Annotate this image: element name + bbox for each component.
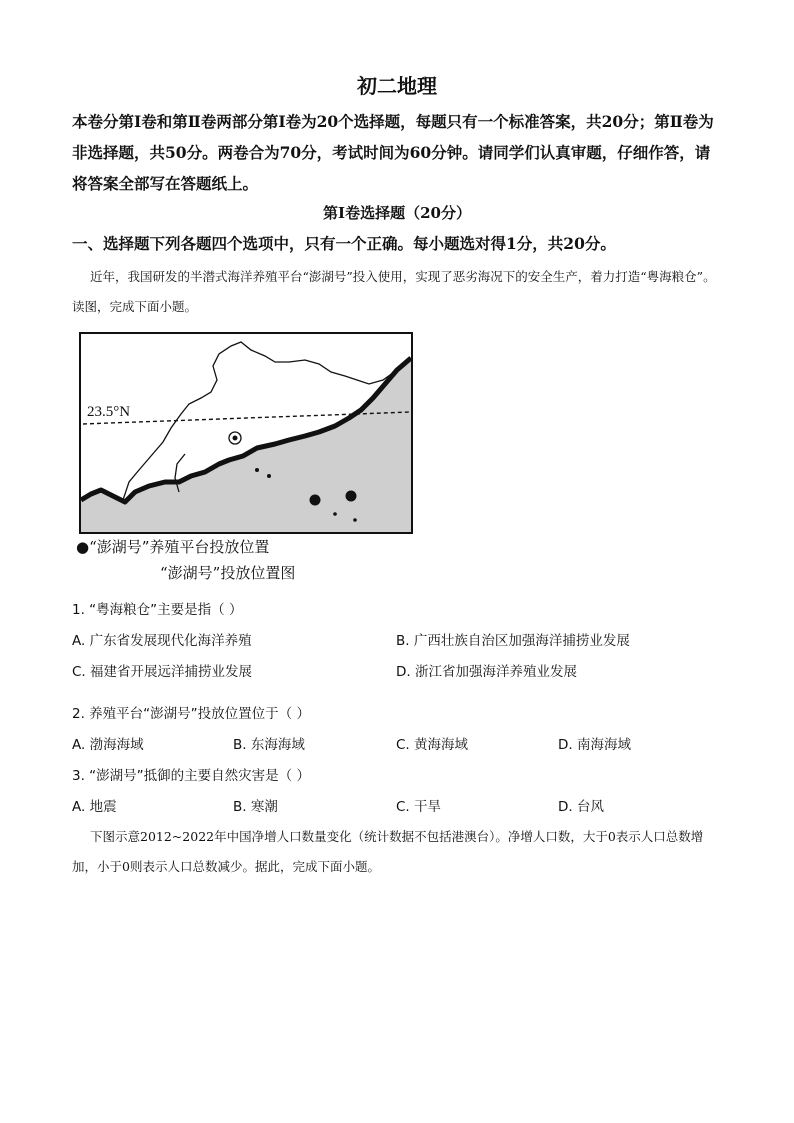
section-title: 第Ⅰ卷选择题（20分） (323, 204, 471, 222)
map-legend: ●“澎湖号”养殖平台投放位置 (76, 538, 270, 556)
platform-location-icon (310, 495, 321, 506)
small-dot (353, 518, 357, 522)
question-3-stem: 3. “澎湖号”抵御的主要自然灾害是（ ） (72, 768, 310, 784)
question-2-option-b[interactable]: B. 东海海域 (233, 737, 305, 753)
part-title: 一、选择题下列各题四个选项中，只有一个正确。每小题选对得1分，共20分。 (72, 234, 616, 253)
question-1-option-a[interactable]: A. 广东省发展现代化海洋养殖 (72, 633, 252, 649)
island (267, 474, 271, 478)
question-3-option-d[interactable]: D. 台风 (558, 799, 604, 815)
latitude-label: 23.5°N (87, 404, 131, 420)
question-3-option-b[interactable]: B. 寒潮 (233, 799, 278, 815)
question-1-option-b[interactable]: B. 广西壮族自治区加强海洋捕捞业发展 (396, 633, 630, 649)
material-text-2: 下图示意2012~2022年中国净增人口数量变化（统计数据不包括港澳台）。净增人口数，大于0表示人口总数增加，小于0则表示人口总数减少。据此，完成下面小题。 (72, 829, 704, 874)
material-text-1: 近年，我国研发的半潜式海洋养殖平台“澎湖号”投入使用，实现了恶劣海况下的安全生产，着力打造“粤海粮仓”。读图，完成下面小题。 (72, 269, 716, 314)
page-title: 初二地理 (357, 74, 437, 98)
question-2-option-a[interactable]: A. 渤海海域 (72, 737, 144, 753)
platform-location-icon (346, 491, 357, 502)
island (255, 468, 259, 472)
question-1-option-d[interactable]: D. 浙江省加强海洋养殖业发展 (396, 664, 577, 680)
question-2-stem: 2. 养殖平台“澎湖号”投放位置位于（ ） (72, 706, 310, 722)
question-2-option-d[interactable]: D. 南海海域 (558, 737, 631, 753)
question-1-stem: 1. “粤海粮仓”主要是指（ ） (72, 602, 243, 618)
question-3-option-c[interactable]: C. 干旱 (396, 799, 442, 815)
question-2-option-c[interactable]: C. 黄海海域 (396, 737, 469, 753)
question-1-option-c[interactable]: C. 福建省开展远洋捕捞业发展 (72, 664, 253, 680)
map-caption: “澎湖号”投放位置图 (160, 564, 296, 582)
small-dot (333, 512, 337, 516)
map-figure (79, 332, 413, 534)
question-3-option-a[interactable]: A. 地震 (72, 799, 117, 815)
exam-instructions: 本卷分第Ⅰ卷和第Ⅱ卷两部分第Ⅰ卷为20个选择题，每题只有一个标准答案，共20分；第Ⅱ卷为非选择题，共50分。两卷合为70分，考试时间为60分钟。请同学们认真审题，仔细作答，请将答案全部写在答题纸上。 (72, 112, 714, 193)
